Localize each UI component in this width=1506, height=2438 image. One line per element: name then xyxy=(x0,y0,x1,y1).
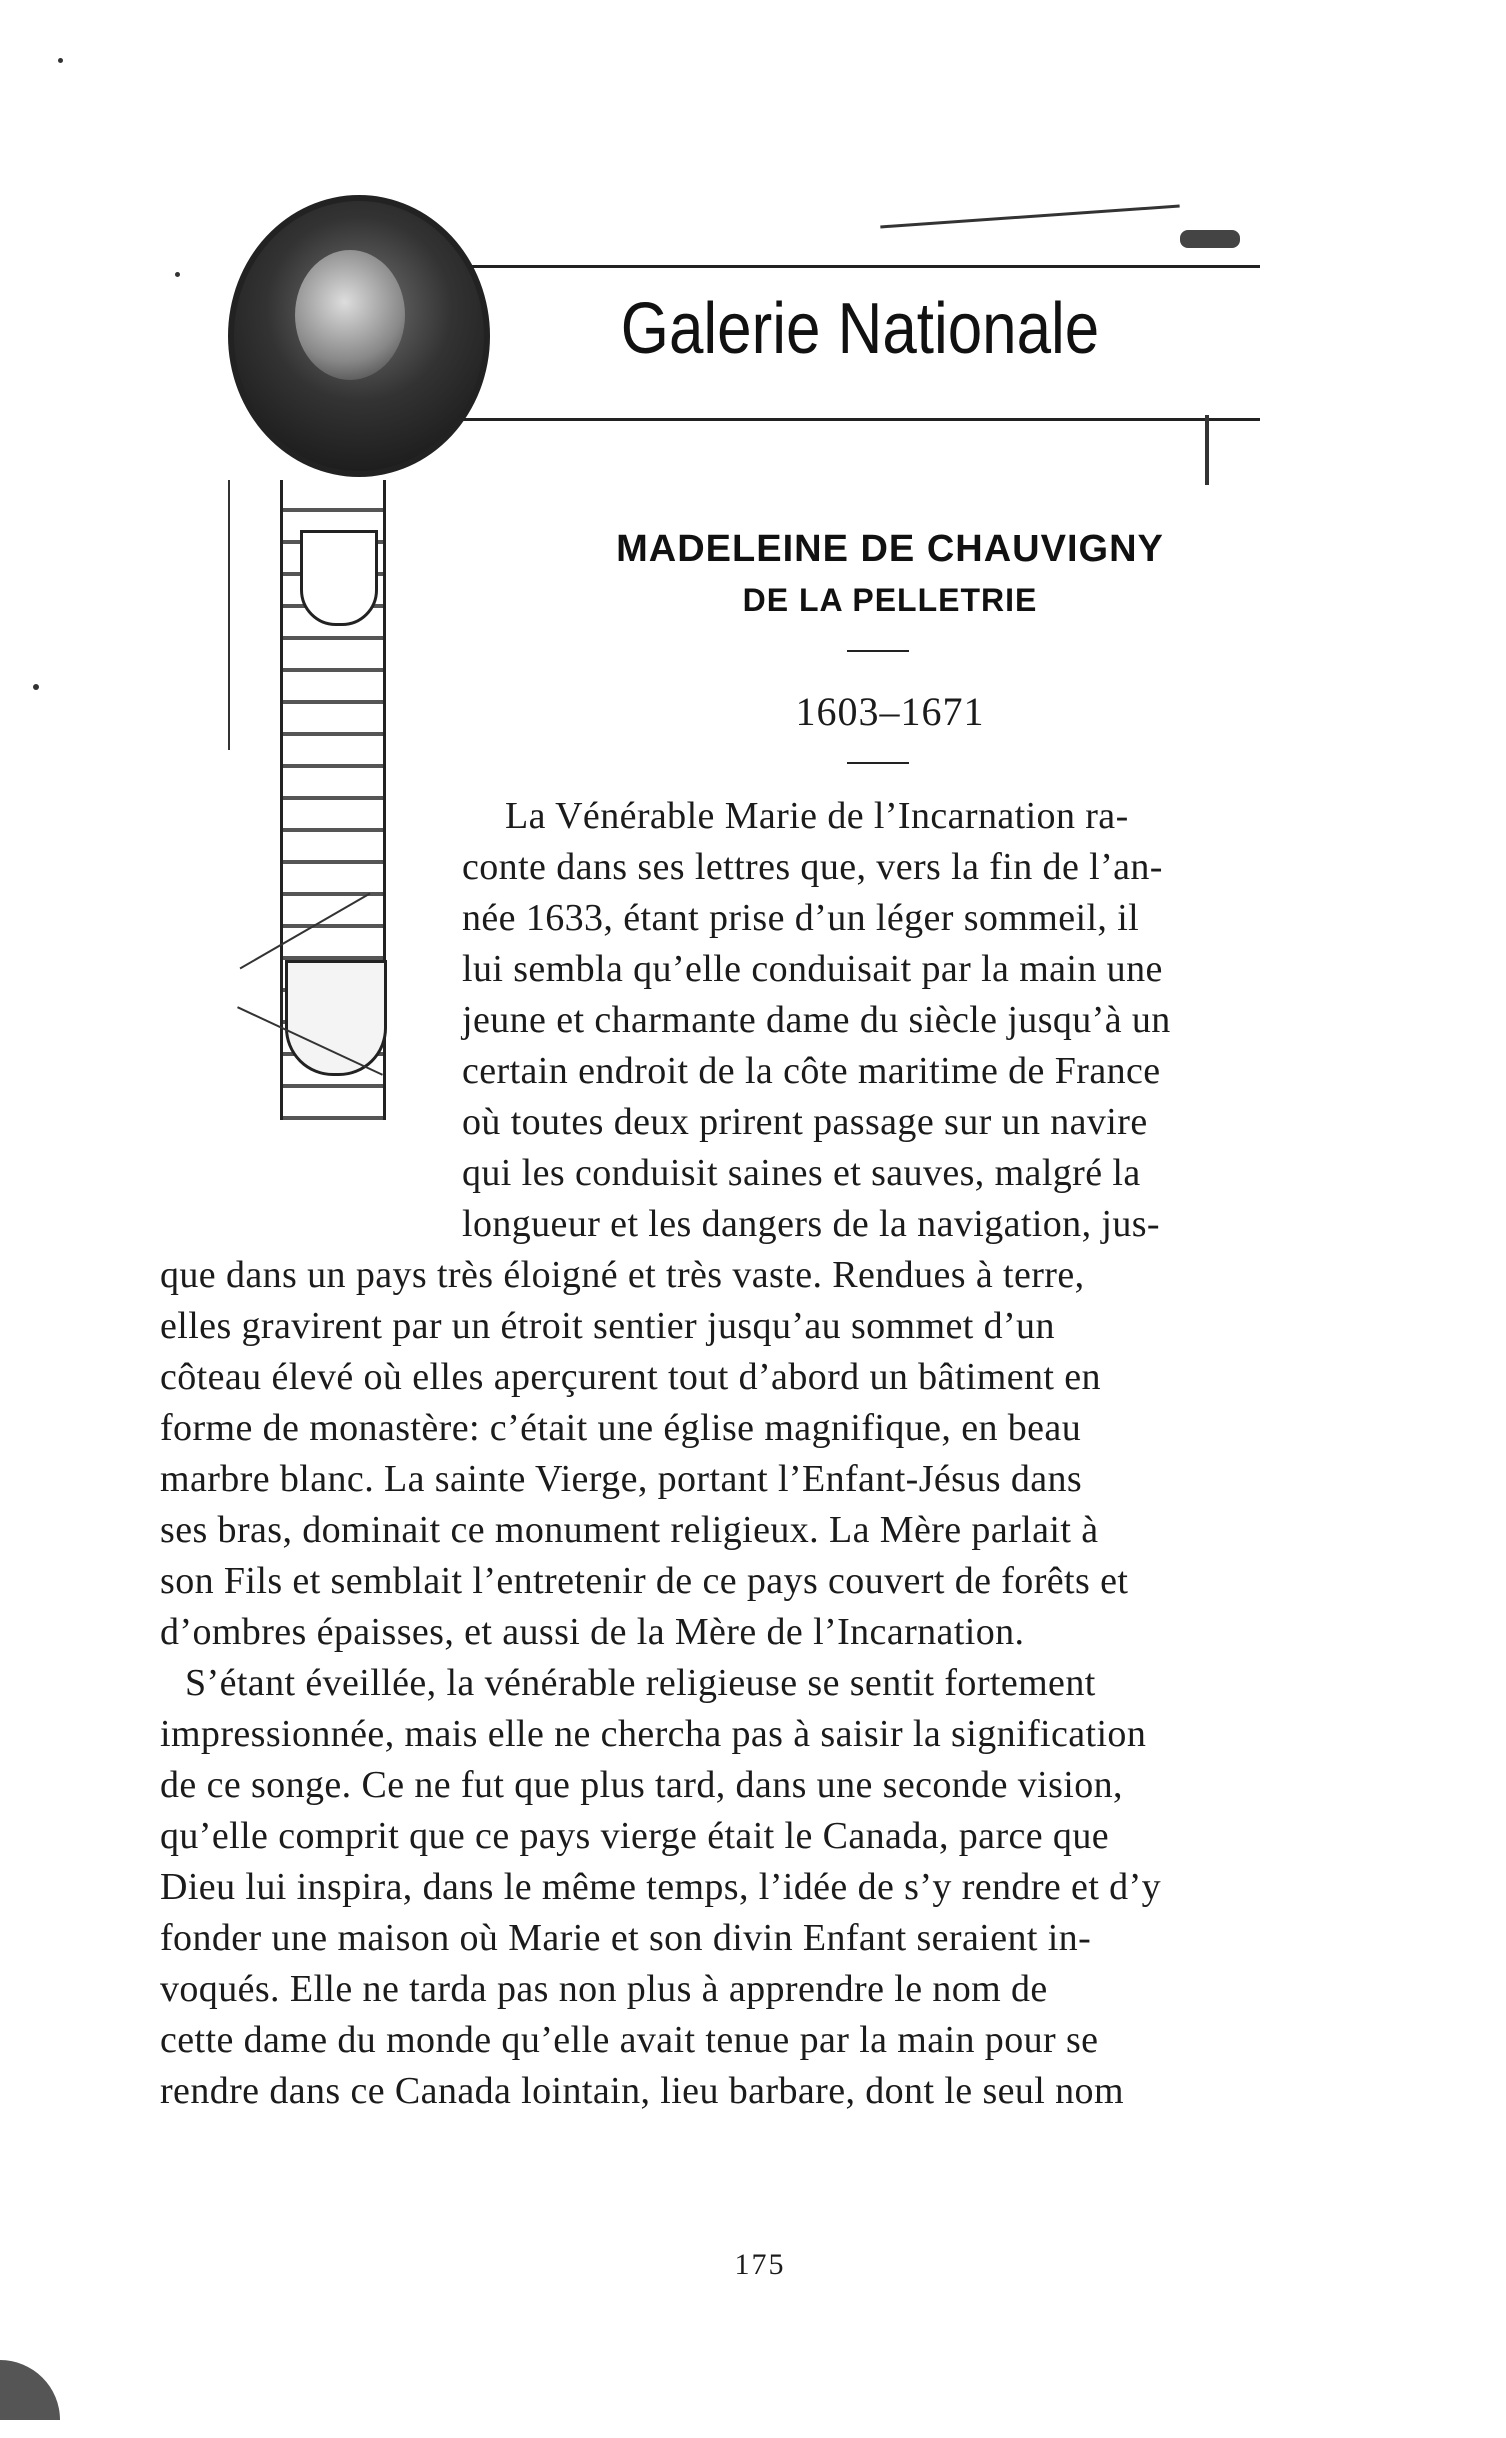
text-line: La Vénérable Marie de l’Incarnation ra- xyxy=(505,795,1129,837)
text-line: d’ombres épaisses, et aussi de la Mère de l’Incarnation. xyxy=(160,1611,1025,1653)
portrait-illustration xyxy=(295,250,405,380)
text-line: marbre blanc. La sainte Vierge, portant l’Enfant-Jésus dans xyxy=(160,1458,1083,1500)
text-line: voqués. Elle ne tarda pas non plus à apprendre le nom de xyxy=(160,1968,1048,2010)
text-line: conte dans ses lettres que, vers la fin de l’an- xyxy=(462,846,1163,888)
page-number: 175 xyxy=(734,2248,786,2281)
text-line: côteau élevé où elles aperçurent tout d’abord un bâtiment en xyxy=(160,1356,1101,1398)
page-title: Galerie Nationale xyxy=(620,289,1100,369)
text-line: où toutes deux prirent passage sur un navire xyxy=(462,1101,1148,1143)
scan-speck xyxy=(58,58,63,63)
life-dates: 1603–1671 xyxy=(795,689,985,734)
banner-flourish xyxy=(880,205,1179,229)
text-line: lui sembla qu’elle conduisait par la main une xyxy=(462,948,1163,990)
scan-speck xyxy=(0,2360,60,2420)
scan-speck xyxy=(175,272,180,277)
text-line: S’étant éveillée, la vénérable religieuse se sentit fortement xyxy=(185,1662,1096,1704)
text-line: forme de monastère: c’était une église magnifique, en beau xyxy=(160,1407,1082,1449)
text-line: son Fils et semblait l’entretenir de ce pays couvert de forêts et xyxy=(160,1560,1129,1602)
text-line: qu’elle comprit que ce pays vierge était le Canada, parce que xyxy=(160,1815,1109,1857)
text-line: que dans un pays très éloigné et très vaste. Rendues à terre, xyxy=(160,1254,1085,1296)
text-line: née 1633, étant prise d’un léger sommeil, il xyxy=(462,897,1140,939)
text-line: fonder une maison où Marie et son divin Enfant seraient in- xyxy=(160,1917,1092,1959)
text-line: cette dame du monde qu’elle avait tenue par la main pour se xyxy=(160,2019,1099,2061)
text-line: de ce songe. Ce ne fut que plus tard, dans une seconde vision, xyxy=(160,1764,1123,1806)
divider-rule xyxy=(847,650,909,652)
banner-flourish xyxy=(1180,230,1240,248)
ornamental-arrow xyxy=(228,480,230,750)
article-subtitle: DE LA PELLETRIE xyxy=(742,582,1038,618)
text-line: ses bras, dominait ce monument religieux. La Mère parlait à xyxy=(160,1509,1099,1551)
article-title: MADELEINE DE CHAUVIGNY xyxy=(616,528,1164,570)
text-line: qui les conduisit saines et sauves, malgré la xyxy=(462,1152,1141,1194)
text-line: rendre dans ce Canada lointain, lieu barbare, dont le seul nom xyxy=(160,2070,1124,2112)
scan-speck xyxy=(33,684,39,690)
text-line: jeune et charmante dame du siècle jusqu’à un xyxy=(462,999,1171,1041)
banner-hook xyxy=(1205,415,1209,485)
text-line: certain endroit de la côte maritime de France xyxy=(462,1050,1161,1092)
fleur-de-lis-shield xyxy=(300,530,378,626)
text-line: longueur et les dangers de la navigation, jus- xyxy=(462,1203,1160,1245)
divider-rule xyxy=(847,762,909,764)
coat-of-arms-shield xyxy=(285,960,387,1076)
text-line: Dieu lui inspira, dans le même temps, l’idée de s’y rendre et d’y xyxy=(160,1866,1162,1908)
text-line: elles gravirent par un étroit sentier jusqu’au sommet d’un xyxy=(160,1305,1055,1347)
text-line: impressionnée, mais elle ne chercha pas à saisir la signification xyxy=(160,1713,1147,1755)
